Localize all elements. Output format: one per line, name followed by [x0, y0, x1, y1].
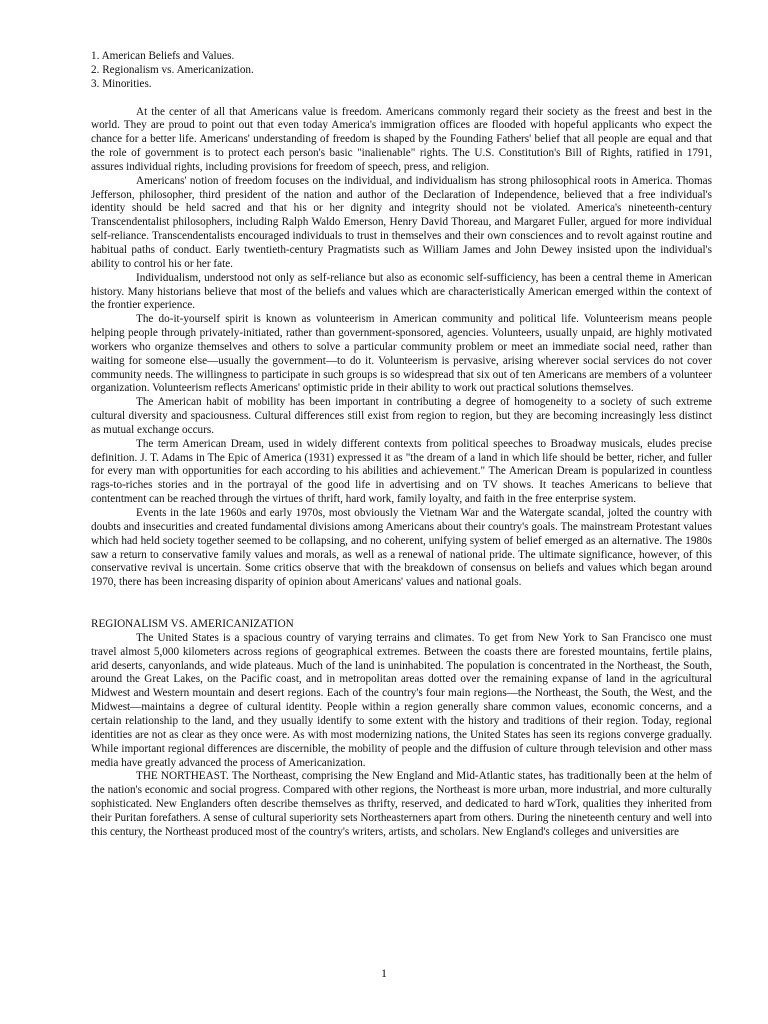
toc-item-minorities: 3. Minorities.	[91, 77, 152, 90]
paragraph-1960s-events: Events in the late 1960s and early 1970s, most obviously the Vietnam War and the Watergate scandal, jolted the country with doubts and insecurities and created fundamental divisions among Americans about their country's goals. The mainstream Protestant values which had held society together seemed to be collapsing, and no coherent, unifying system of belief emerged as an alternative. The 1980s saw a return to conservative family values and morals, as well as a renewal of national pride. The ultimate significance, however, of this conservative revival is uncertain. Some critics observe that with the breakdown of consensus on beliefs and values which began around 1970, there has been increasing disparity of opinion about Americans' values and national goals.	[91, 507, 712, 589]
paragraph-mobility: The American habit of mobility has been important in contributing a degree of homogeneity to a society of such extreme cultural diversity and spaciousness. Cultural differences still exist from region to region, but they are becoming increasingly less distinct as mutual exchange occurs.	[91, 396, 712, 436]
section-heading: REGIONALISM VS. AMERICANIZATION	[91, 618, 294, 631]
paragraph-individualism: Americans' notion of freedom focuses on the individual, and individualism has strong philosophical roots in America. Thomas Jefferson, philosopher, third president of the nation and author of the Declaration of Independence, believed that a free individual's identity should be held sacred and that his or her dignity and integrity should not be violated. America's nineteenth-century Transcendentalist philosophers, including Ralph Waldo Emerson, Henry David Thoreau, and Margaret Fuller, argued for more individual self-reliance. Transcendentalists encouraged individuals to trust in themselves and their own consciences and to revolt against routine and habitual paths of conduct. Early twentieth-century Pragmatists such as William James and John Dewey insisted upon the individual's ability to control his or her fate.	[91, 174, 712, 270]
paragraph-american-dream: The term American Dream, used in widely different contexts from political speeches to Broadway musicals, eludes precise definition. J. T. Adams in The Epic of America (1931) expressed it as "the dream of a land in which life should be better, richer, and fuller for every man with opportunities for each according to his abilities and achievement." The American Dream is popularized in countless rags-to-riches stories and in the portrayal of the good life in advertising and on TV shows. It teaches Americans to believe that contentment can be reached through the virtues of thrift, hard work, family loyalty, and faith in the free enterprise system.	[91, 437, 712, 506]
table-of-contents	[91, 50, 712, 92]
page-number: 1	[381, 966, 387, 980]
toc-item-regionalism: 2. Regionalism vs. Americanization.	[91, 63, 254, 76]
document-page	[91, 50, 712, 840]
spacer	[91, 92, 712, 106]
paragraph-regions-overview: The United States is a spacious country of varying terrains and climates. To get from New York to San Francisco one must travel almost 5,000 kilometers across regions of geographical extremes. Between the coasts there are forested mountains, fertile plains, arid deserts, canyonlands, and wide plateaus. Much of the land is uninhabited. The population is concentrated in the Northeast, the South, around the Great Lakes, on the Pacific coast, and in metropolitan areas dotted over the remaining expanse of land in the agricultural Midwest and Western mountain and desert regions. Each of the country's four main regions—the Northeast, the South, the West, and the Midwest—maintains a degree of cultural identity. People within a region generally share common values, economic concerns, and a certain relationship to the land, and they usually identify to some extent with the history and traditions of their region. Today, regional identities are not as clear as they once were. As with most modernizing nations, the United States has seen its regions converge gradually. While important regional differences are discernible, the mobility of people and the diffusion of culture through television and other mass media have greatly advanced the process of Americanization.	[91, 631, 712, 769]
paragraph-northeast: THE NORTHEAST. The Northeast, comprising the New England and Mid-Atlantic states, has traditionally been at the helm of the nation's economic and social progress. Compared with other regions, the Northeast is more urban, more industrial, and more culturally sophisticated. New Englanders often describe themselves as thrifty, reserved, and dedicated to hard wTork, qualities they inherited from their Puritan forefathers. A sense of cultural superiority sets Northeasterners apart from others. During the nineteenth century and well into this century, the Northeast produced most of the country's writers, artists, and scholars. New England's colleges and universities are	[91, 770, 712, 838]
paragraph-freedom: At the center of all that Americans value is freedom. Americans commonly regard their society as the freest and best in the world. They are proud to point out that even today America's immigration offices are flooded with hopeful applicants who expect the chance for a better life. Americans' understanding of freedom is shaped by the Founding Fathers' belief that all people are equal and that the role of government is to protect each person's basic "inalienable" rights. The U.S. Constitution's Bill of Rights, ratified in 1791, assures individual rights, including provisions for freedom of speech, press, and religion.	[91, 105, 712, 173]
section-beliefs-values	[91, 106, 712, 591]
spacer	[91, 590, 712, 618]
paragraph-volunteerism: The do-it-yourself spirit is known as volunteerism in American community and political life. Volunteerism means people helping people through privately-initiated, rather than government-sponsored, agencies. Volunteers, usually unpaid, are highly motivated workers who organize themselves and others to solve a particular community problem or meet an immediate social need, rather than waiting for someone else—usually the government—to do it. Volunteerism is pervasive, arising wherever social services do not cover community needs. The willingness to participate in such groups is so widespread that six out of ten Americans are members of a volunteer organization. Volunteerism reflects Americans' optimistic pride in their ability to work out practical solutions themselves.	[91, 313, 712, 395]
toc-item-beliefs: 1. American Beliefs and Values.	[91, 50, 235, 62]
section-regionalism	[91, 618, 712, 840]
paragraph-self-reliance: Individualism, understood not only as self-reliance but also as economic self-sufficiency, has been a central theme in American history. Many historians believe that most of the beliefs and values which are characteristically American emerged within the context of the frontier experience.	[91, 271, 712, 312]
